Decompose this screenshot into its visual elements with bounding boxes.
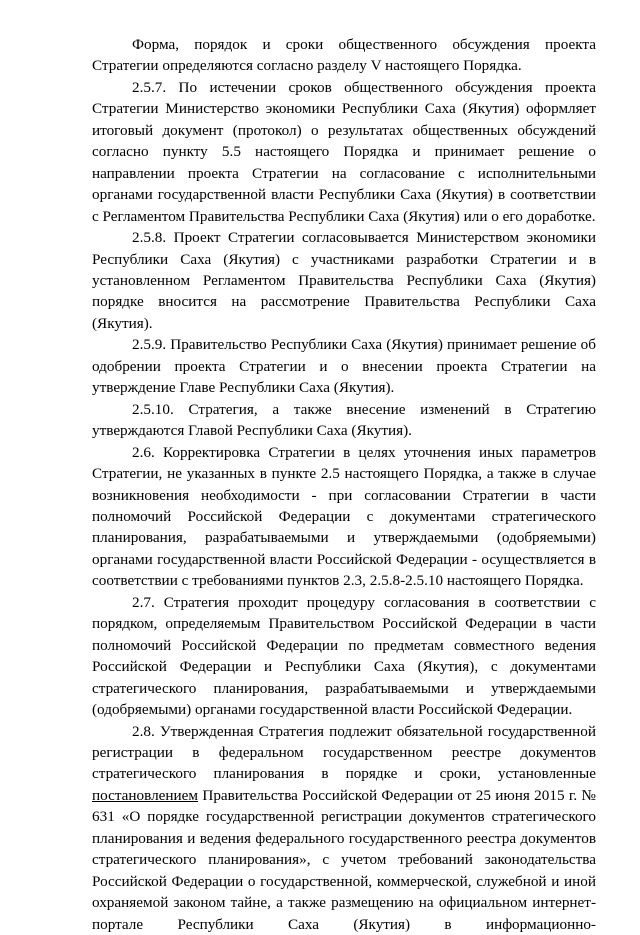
paragraph-2-5-8: 2.5.8. Проект Стратегии согласовывается Министерством экономики Республики Саха (Якутия) с участниками разработки Стратегии и в установленном Регламентом Правительства Республики Саха (Якутия) порядке вносится на рассмотрение Правительства Республики Саха (Якутия).	[92, 227, 596, 334]
document-page	[92, 34, 596, 935]
paragraph-2-8-text-start: 2.8. Утвержденная Стратегия подлежит обязательной государственной регистрации в федеральном государственном реестре документов стратегического планирования в порядке и сроки, установленные	[92, 723, 596, 783]
paragraph-2-8-text-end: Правительства Российской Федерации от 25 июня 2015 г. № 631 «О порядке государственной регистрации документов стратегического планирования и ведения федерального государственного реестра документов стратегического планирования», с учетом требований законодательства Российской Федерации о государственной, коммерческой, служебной и иной охраняемой законом тайне, а также размещению на официальном интернет-портале Республики Саха (Якутия) в информационно-	[92, 787, 596, 933]
paragraph-2-5-7: 2.5.7. По истечении сроков общественного обсуждения проекта Стратегии Министерство экономики Республики Саха (Якутия) оформляет итоговый документ (протокол) о результатах общественных обсуждений согласно пункту 5.5 настоящего Порядка и принимает решение о направлении проекта Стратегии на согласование с исполнительными органами государственной власти Республики Саха (Якутия) в соответствии с Регламентом Правительства Республики Саха (Якутия) или о его доработке.	[92, 77, 596, 227]
paragraph-2-8	[92, 721, 596, 935]
paragraph-2-5-10: 2.5.10. Стратегия, а также внесение изменений в Стратегию утверждаются Главой Республики Саха (Якутия).	[92, 399, 596, 442]
paragraph-2-5-9: 2.5.9. Правительство Республики Саха (Якутия) принимает решение об одобрении проекта Стратегии и о внесении проекта Стратегии на утверждение Главе Республики Саха (Якутия).	[92, 334, 596, 398]
paragraph-form-procedure: Форма, порядок и сроки общественного обсуждения проекта Стратегии определяются согласно разделу V настоящего Порядка.	[92, 34, 596, 77]
resolution-link[interactable]: постановлением	[92, 787, 198, 804]
paragraph-2-7: 2.7. Стратегия проходит процедуру согласования в соответствии с порядком, определяемым Правительством Российской Федерации в части полномочий Российской Федерации по предметам совместного ведения Российской Федерации и Республики Саха (Якутия), с документами стратегического планирования, разрабатываемыми и утверждаемыми (одобряемыми) органами государственной власти Российской Федерации.	[92, 592, 596, 721]
paragraph-2-6: 2.6. Корректировка Стратегии в целях уточнения иных параметров Стратегии, не указанных в пункте 2.5 настоящего Порядка, а также в случае возникновения необходимости - при согласовании Стратегии в части полномочий Российской Федерации с документами стратегического планирования, разрабатываемыми и утверждаемыми (одобряемыми) органами государственной власти Российской Федерации - осуществляется в соответствии с требованиями пунктов 2.3, 2.5.8-2.5.10 настоящего Порядка.	[92, 442, 596, 592]
